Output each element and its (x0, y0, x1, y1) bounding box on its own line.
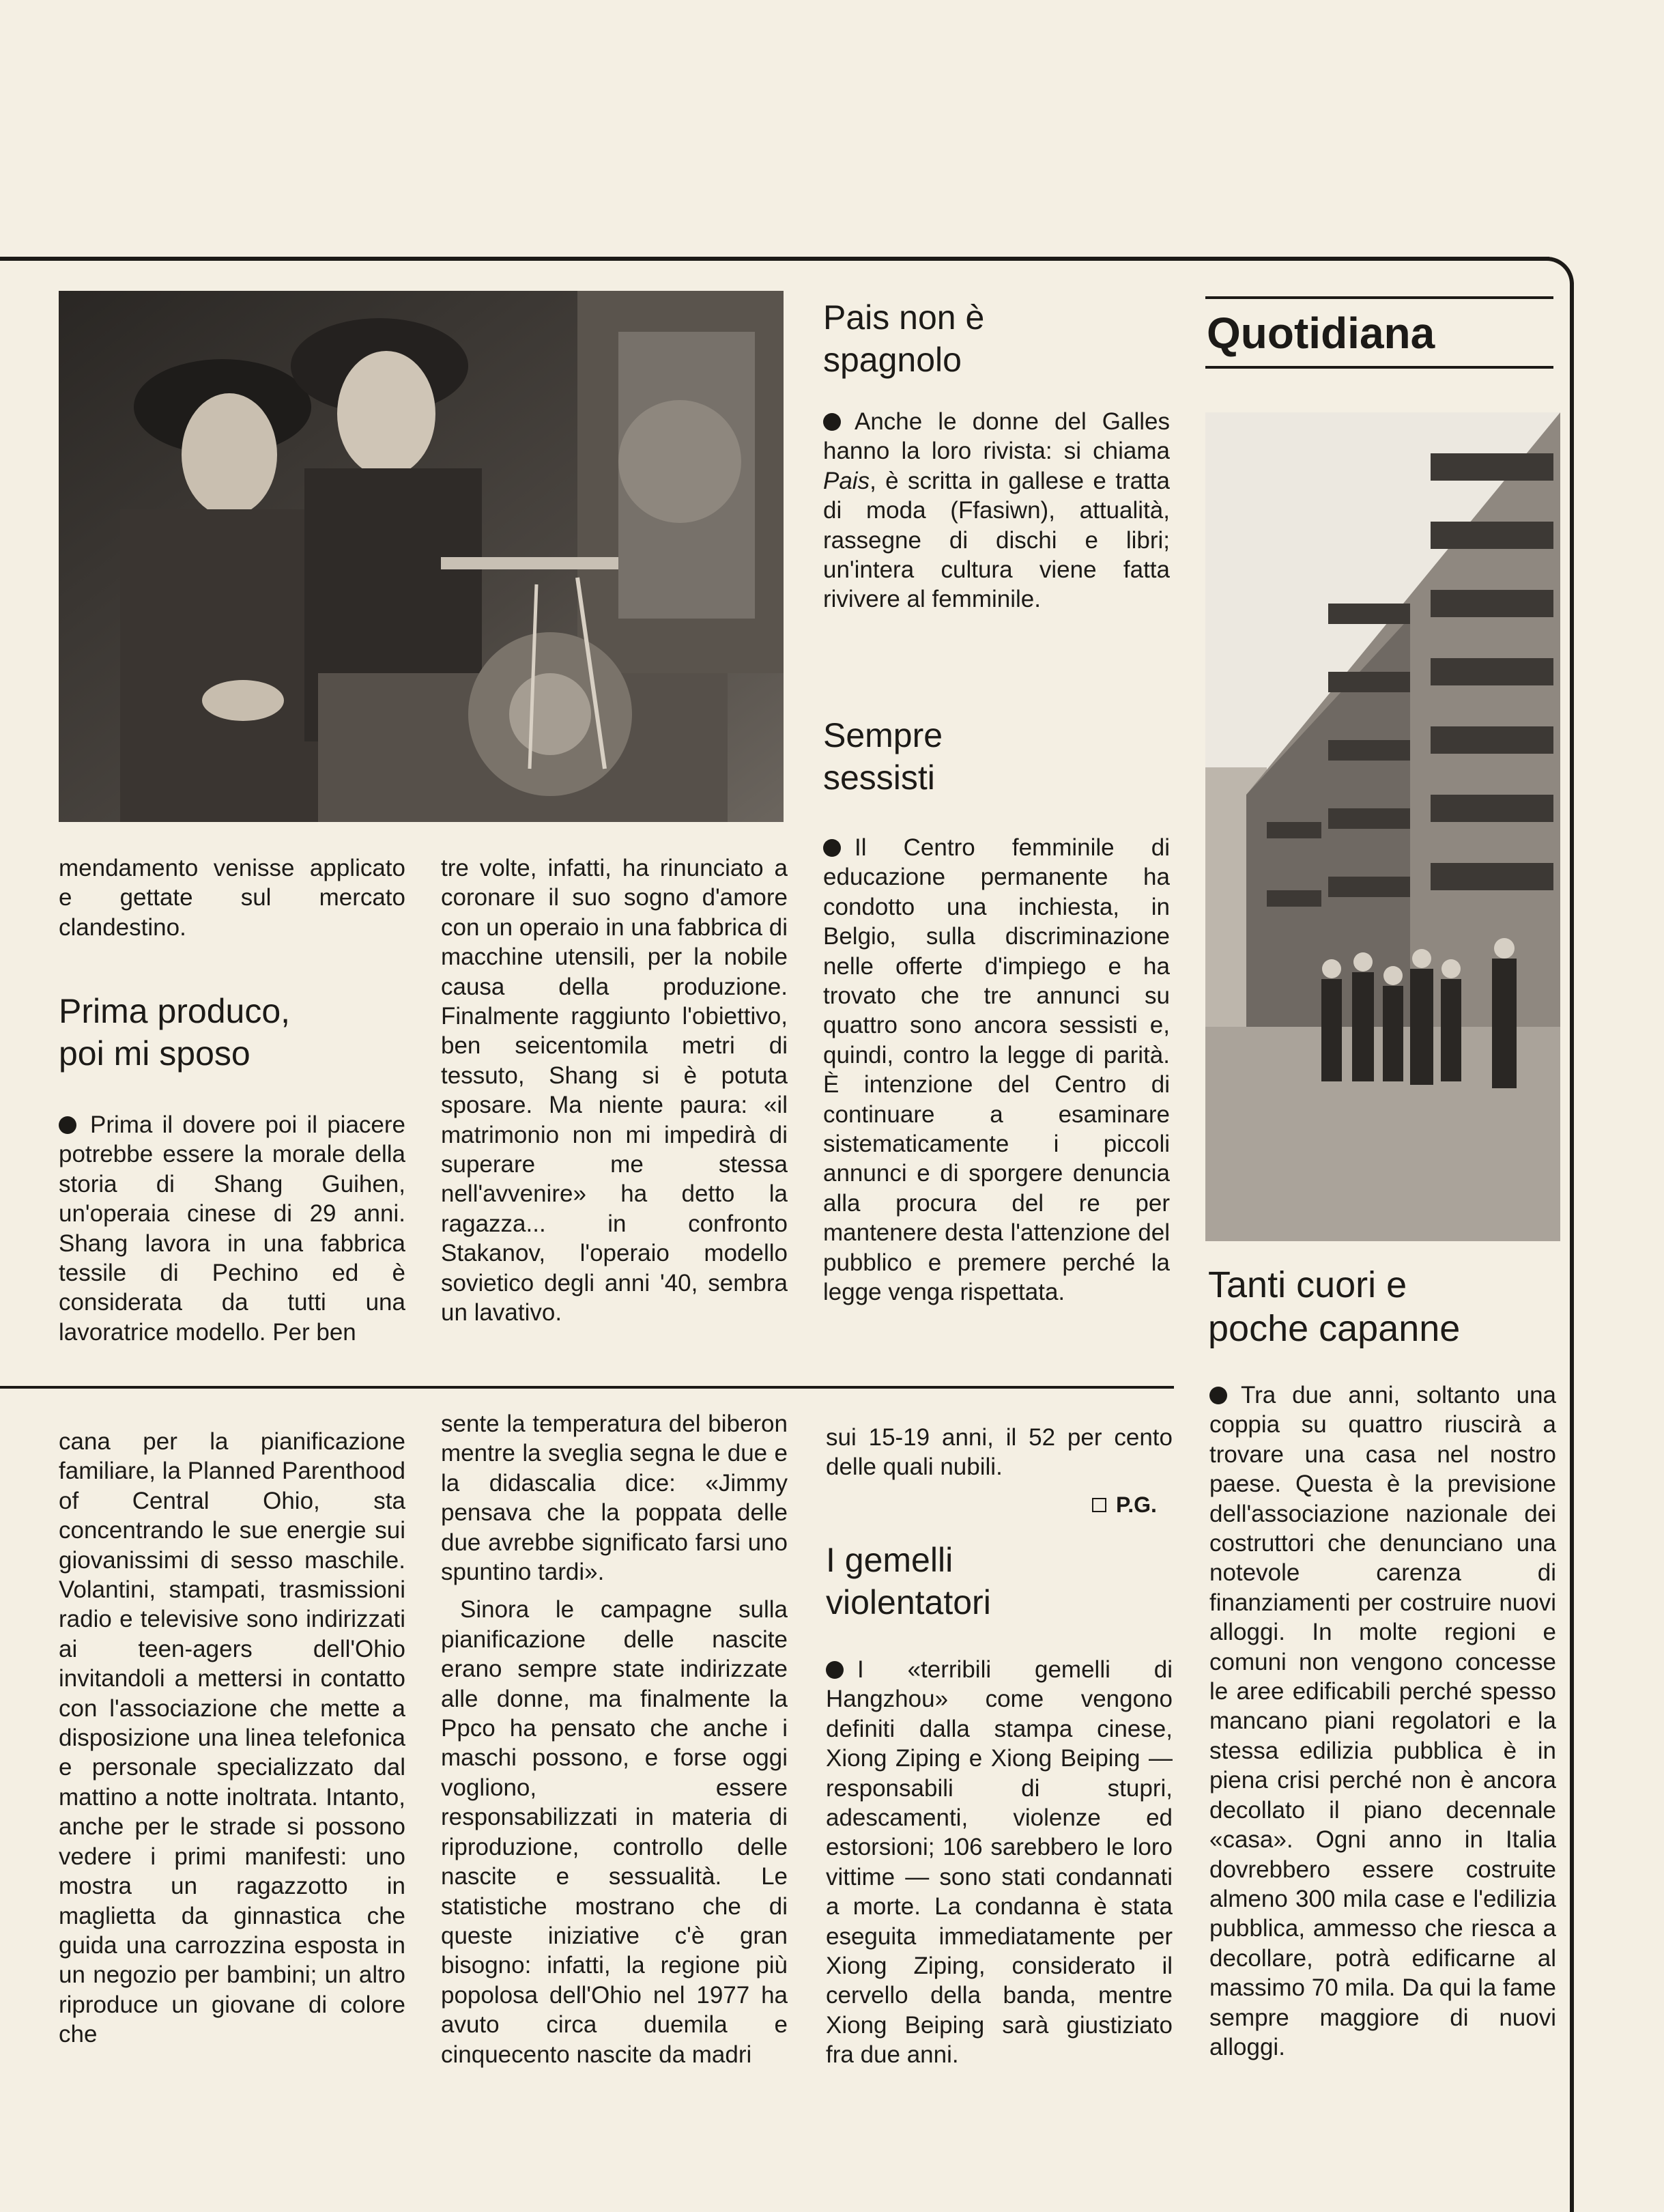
bottom-col2 (441, 1409, 788, 2069)
heading-sempre-sessisti (823, 714, 1164, 799)
gemelli-article-body (826, 1655, 1173, 2070)
top-col2-body: tre volte, infatti, ha rinunciato a coronare il suo sogno d'amore con un operaio in una fabbrica di macchine utensili, per la nobile causa della produzione. Finalmente raggiunto l'obiettivo, ben seicentomila metri di tessuto, Shang si è potuta sposare. Ma niente paura: «il matrimonio non mi impedirà di superare me stessa nell'avvenire» ha detto la ragazza... in confronto Stakanov, l'operaio modello sovietico degli anni '40, sembra un lavativo. (441, 855, 788, 1327)
pais-magazine-name: Pais (823, 467, 870, 494)
top-frame-rule (0, 257, 1549, 261)
section-title-rule-bottom (1205, 366, 1553, 369)
bullet-icon (59, 1116, 76, 1134)
bottom-col1-body: cana per la pianificazione familiare, la Planned Parenthood of Central Ohio, sta concentrando le sue energie sui giovanissimi di sesso maschile. Volantini, stampati, trasmissioni radio e televisive sono indirizzati ai teen-agers dell'Ohio invitandoli a mettersi in contatto con l'associazione che mette a disposizione una linea telefonica e personale specializzato dal mattino a notte inoltrata. Intanto, anche per le strade si possono vedere i primi manifesti: uno mostra un ragazzotto in maglietta da ginnastica che guida una carrozzina esposta in un negozio per bambini; un altro riproduce un giovane di colore che (59, 1428, 405, 2048)
tanti-cuori-body: Tra due anni, soltanto una coppia su quattro riuscirà a trovare una casa nel nostro paese. Questa è la previsione dell'associazione nazionale dei costruttori che denunciano una notevole carenza di finanziamenti per costruire nuovi alloggi. In molte regioni e comuni non vengono concesse le aree edificabili perché spesso mancano piani regolatori e la stessa edilizia pubblica è in piena crisi perché non è ancora decollato il piano decennale «casa». Ogni anno in Italia dovrebbero essere costruite almeno 300 mila case e l'edilizia pubblica, ammesso che riesca a decollare, potrà edificarne al massimo 70 mila. Da qui la fame sempre maggiore di nuovi alloggi. (1209, 1382, 1556, 2060)
tanti-cuori-article-body (1209, 1380, 1556, 2062)
sessisti-body: Il Centro femminile di educazione permanente ha condotto una inchiesta, in Belgio, sulla discriminazione nelle offerte d'impiego e ha trovato che tre annunci su quattro sono ancora sessisti e, quindi, contro la legge di parità. È intenzione del Centro di continuare a esaminare sistematicamente i piccoli annunci e di sporgere denuncia alla procura del re per mantenere desta l'attenzione del pubblico e premere perché la legge venga rispettata. (823, 834, 1170, 1306)
bottom-col3-continuation: sui 15-19 anni, il 52 per cento delle quali nubili. (826, 1424, 1173, 1481)
middle-divider-rule (0, 1386, 1174, 1389)
heading-line: violentatori (826, 1583, 991, 1621)
heading-tanti-cuori (1208, 1263, 1563, 1350)
pais-body-before: Anche le donne del Galles hanno la loro rivista: si chiama (823, 408, 1170, 465)
pais-body-after: , è scritta in gallese e tratta di moda (Ffasiwn), attualità, rassegne di dischi e libri; un'intera cultura viene fatta rivivere al femminile. (823, 467, 1170, 613)
apartment-buildings-photo (1205, 412, 1560, 1241)
factory-workers-photo (59, 291, 784, 822)
top-col1-body (59, 1110, 405, 1347)
gemelli-body: I «terribili gemelli di Hangzhou» come vengono definiti dalla stampa cinese, Xiong Ziping e Xiong Beiping — responsabili di stupri, adescamenti, violenze ed estorsioni; 106 sarebbero le loro vittime — sono stati condannati a morte. La condanna è stata eseguita immediatamente per Xiong Ziping, considerato il cervello della banda, mentre Xiong Beiping sarà giustiziato fra due anni. (826, 1656, 1173, 2069)
heading-i-gemelli-violentatori (826, 1539, 1167, 1623)
heading-line: I gemelli (826, 1541, 953, 1579)
pais-article-body (823, 407, 1170, 614)
heading-pais-non-e-spagnolo (823, 296, 1164, 381)
bullet-icon (823, 413, 841, 431)
prima-produco-body: Prima il dovere poi il piacere potrebbe essere la morale della storia di Shang Guihen, un'operaia cinese di 29 anni. Shang lavora in una fabbrica tessile di Pechino ed è considerata da tutti una lavoratrice modello. Per ben (59, 1111, 405, 1346)
heading-line: poche capanne (1208, 1308, 1461, 1349)
right-frame-rule (1570, 283, 1574, 2212)
bottom-col2-para1: sente la temperatura del biberon mentre la sveglia segna le due e la didascalia dice: «Jimmy pensava che la poppata delle due avrebbe significato farsi uno spuntino tardi». (441, 1410, 788, 1586)
signature (1092, 1491, 1157, 1518)
section-title-quotidiana: Quotidiana (1207, 309, 1435, 358)
heading-line: spagnolo (823, 341, 962, 379)
heading-line: Pais non è (823, 298, 985, 337)
signature-text: P.G. (1116, 1492, 1157, 1517)
sessisti-article-body (823, 833, 1170, 1307)
bottom-col2-para2: Sinora le campagne sulla pianificazione delle nascite erano sempre state indirizzate alle donne, ma finalmente la Ppco ha pensato che anche i maschi possono, e forse oggi vogliono, essere responsabilizzati in materia di riproduzione, controllo delle nascite e sessualità. Le statistiche mostrano che di queste iniziative c'è gran bisogno: infatti, la regione più popolosa dell'Ohio nel 1977 ha avuto circa duemila e cinquecento nascite da madri (441, 1596, 788, 2068)
bullet-icon (1209, 1387, 1227, 1404)
heading-line: poi mi sposo (59, 1034, 250, 1073)
heading-line: sessisti (823, 758, 935, 797)
heading-line: Tanti cuori e (1208, 1264, 1407, 1305)
bullet-icon (823, 839, 841, 857)
top-col1-continuation: mendamento venisse applicato e gettate sul mercato clandestino. (59, 855, 405, 941)
square-marker-icon (1092, 1498, 1106, 1512)
section-title-rule-top (1205, 296, 1553, 299)
heading-line: Sempre (823, 716, 943, 754)
bullet-icon (826, 1661, 844, 1679)
heading-line: Prima produco, (59, 992, 291, 1030)
heading-prima-produco (59, 990, 441, 1075)
